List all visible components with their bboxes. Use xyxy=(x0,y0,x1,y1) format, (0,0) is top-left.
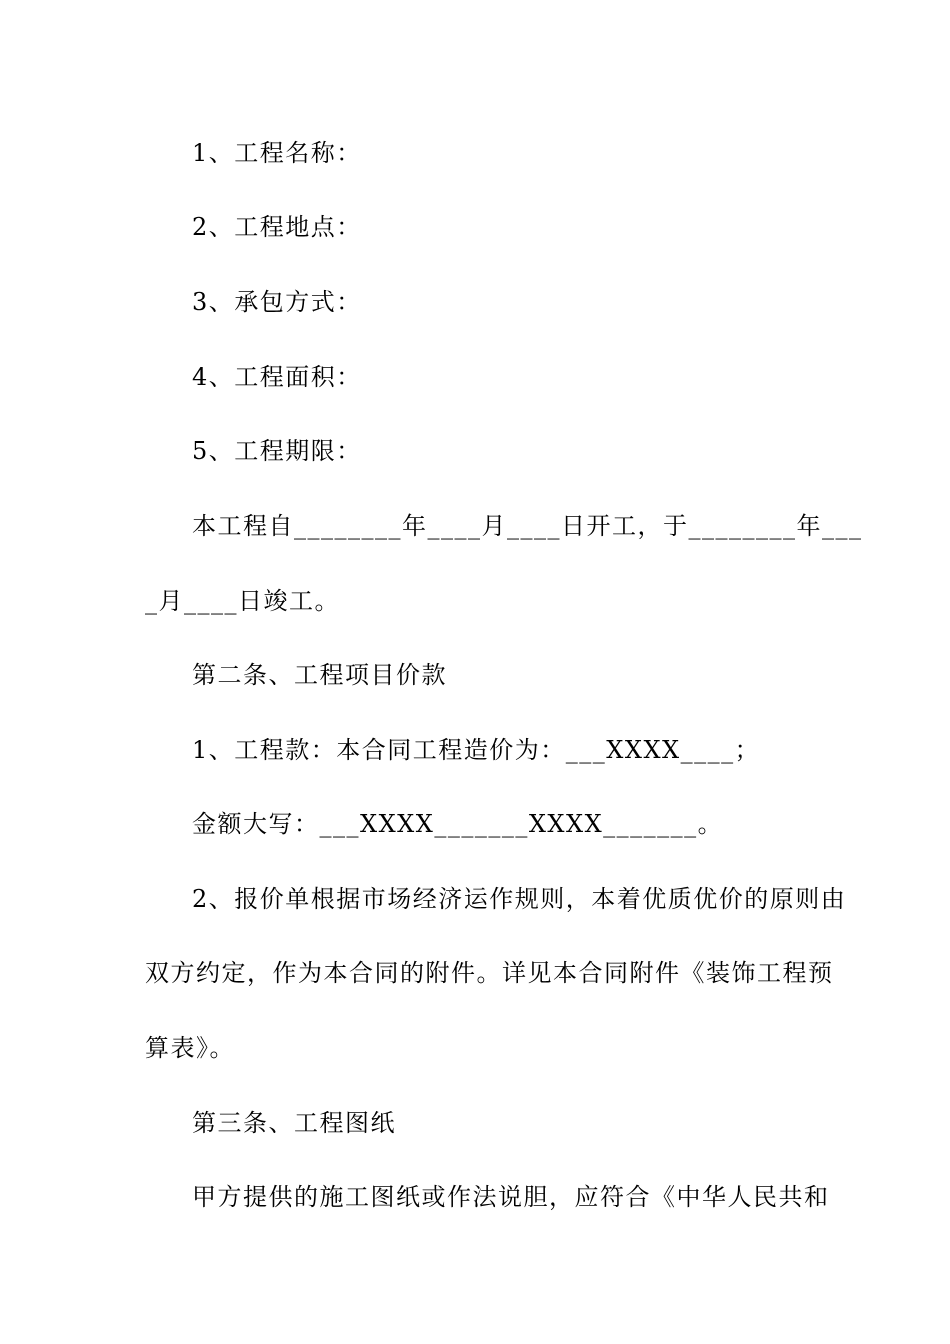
item-project-fee: 1、工程款：本合同工程造价为：___XXXX____； xyxy=(192,736,761,764)
quotation-paragraph-line-3: 算表》。 xyxy=(145,1034,235,1062)
item-project-period: 5、工程期限： xyxy=(192,437,362,465)
article-three-heading: 第三条、工程图纸 xyxy=(192,1109,396,1137)
quotation-paragraph-line-1: 2、报价单根据市场经济运作规则，本着优质优价的原则由 xyxy=(192,885,847,913)
drawings-paragraph-line-1: 甲方提供的施工图纸或作法说胆，应符合《中华人民共和 xyxy=(192,1183,830,1211)
item-project-area: 4、工程面积： xyxy=(192,363,362,391)
schedule-paragraph-line-1: 本工程自________年____月____日开工，于________年___ xyxy=(192,512,863,540)
article-two-heading: 第二条、工程项目价款 xyxy=(192,661,447,689)
schedule-paragraph-line-2: _月____日竣工。 xyxy=(145,587,340,615)
quotation-paragraph-line-2: 双方约定，作为本合同的附件。详见本合同附件《装饰工程预 xyxy=(145,959,834,987)
item-project-name: 1、工程名称： xyxy=(192,139,362,167)
amount-in-words: 金额大写：___XXXX_______XXXX_______。 xyxy=(192,810,724,838)
item-contract-method: 3、承包方式： xyxy=(192,288,362,316)
item-project-location: 2、工程地点： xyxy=(192,213,362,241)
